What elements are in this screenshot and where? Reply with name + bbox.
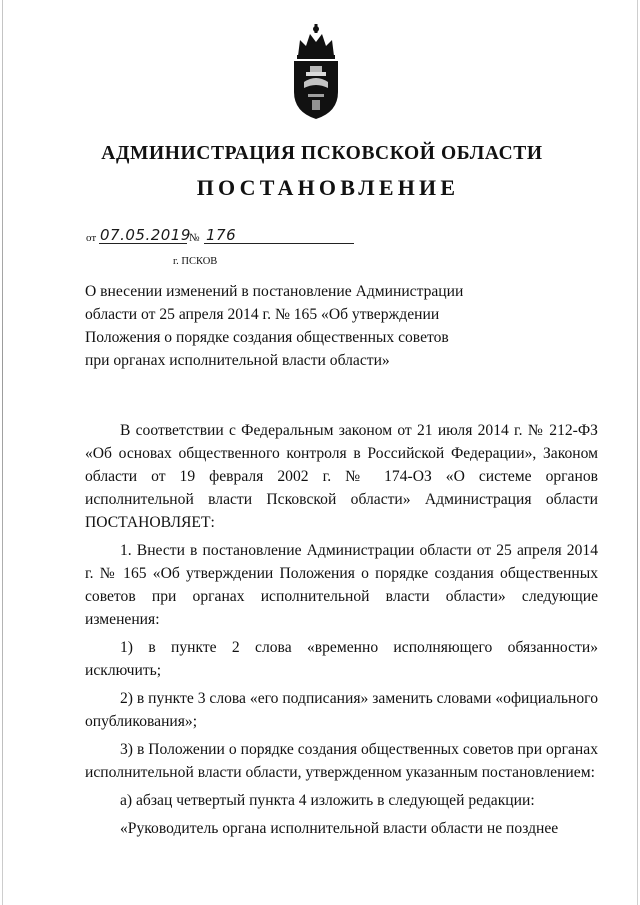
body-paragraph: 1. Внести в постановление Администрации области от 25 апреля 2014 г. № 165 «Об утверждении Положения о порядке создания общественных советов при органах исполнительной власти области» следующие изменения: (85, 542, 598, 628)
body-paragraph: 2) в пункте 3 слова «его подписания» заменить словами «официального опубликования»; (85, 690, 598, 730)
body-paragraph: «Руководитель органа исполнительной власти области не позднее (120, 820, 559, 837)
body-paragraph: В соответствии с Федеральным законом от 21 июля 2014 г. № 212-ФЗ «Об основах общественного контроля в Российской Федерации», Законом области от 19 февраля 2002 г. № 174-ОЗ «О системе органов исполнительной власти Псковской области» Администрация области ПОСТАНОВЛЯЕТ: (85, 422, 598, 531)
city-label: г. ПСКОВ (173, 256, 218, 267)
body-paragraph: а) абзац четвертый пункта 4 изложить в следующей редакции: (120, 792, 535, 809)
title-line: Положения о порядке создания общественных советов (85, 329, 449, 346)
body-paragraph: 3) в Положении о порядке создания общественных советов при органах исполнительной власти области, утвержденном указанным постановлением: (85, 741, 598, 781)
date-prefix: от (86, 232, 97, 244)
scan-edge-right (637, 0, 638, 905)
document-title (85, 280, 480, 372)
scan-edge-left (2, 0, 3, 905)
organization-name: АДМИНИСТРАЦИЯ ПСКОВСКОЙ ОБЛАСТИ (101, 143, 543, 164)
handwritten-number: 176 (206, 226, 237, 244)
coat-of-arms-icon (284, 22, 348, 122)
body-paragraph: 1) в пункте 2 слова «временно исполняющего обязанности» исключить; (85, 639, 598, 679)
title-line: при органах исполнительной власти области» (85, 352, 390, 369)
number-prefix: № (189, 232, 200, 244)
title-line: О внесении изменений в постановление Администрации (85, 283, 464, 300)
document-body (85, 419, 598, 840)
handwritten-date: 07.05.2019 (100, 226, 191, 244)
document-type: ПОСТАНОВЛЕНИЕ (196, 175, 460, 200)
title-line: области от 25 апреля 2014 г. № 165 «Об утверждении (85, 306, 440, 323)
date-number-line (86, 224, 276, 248)
